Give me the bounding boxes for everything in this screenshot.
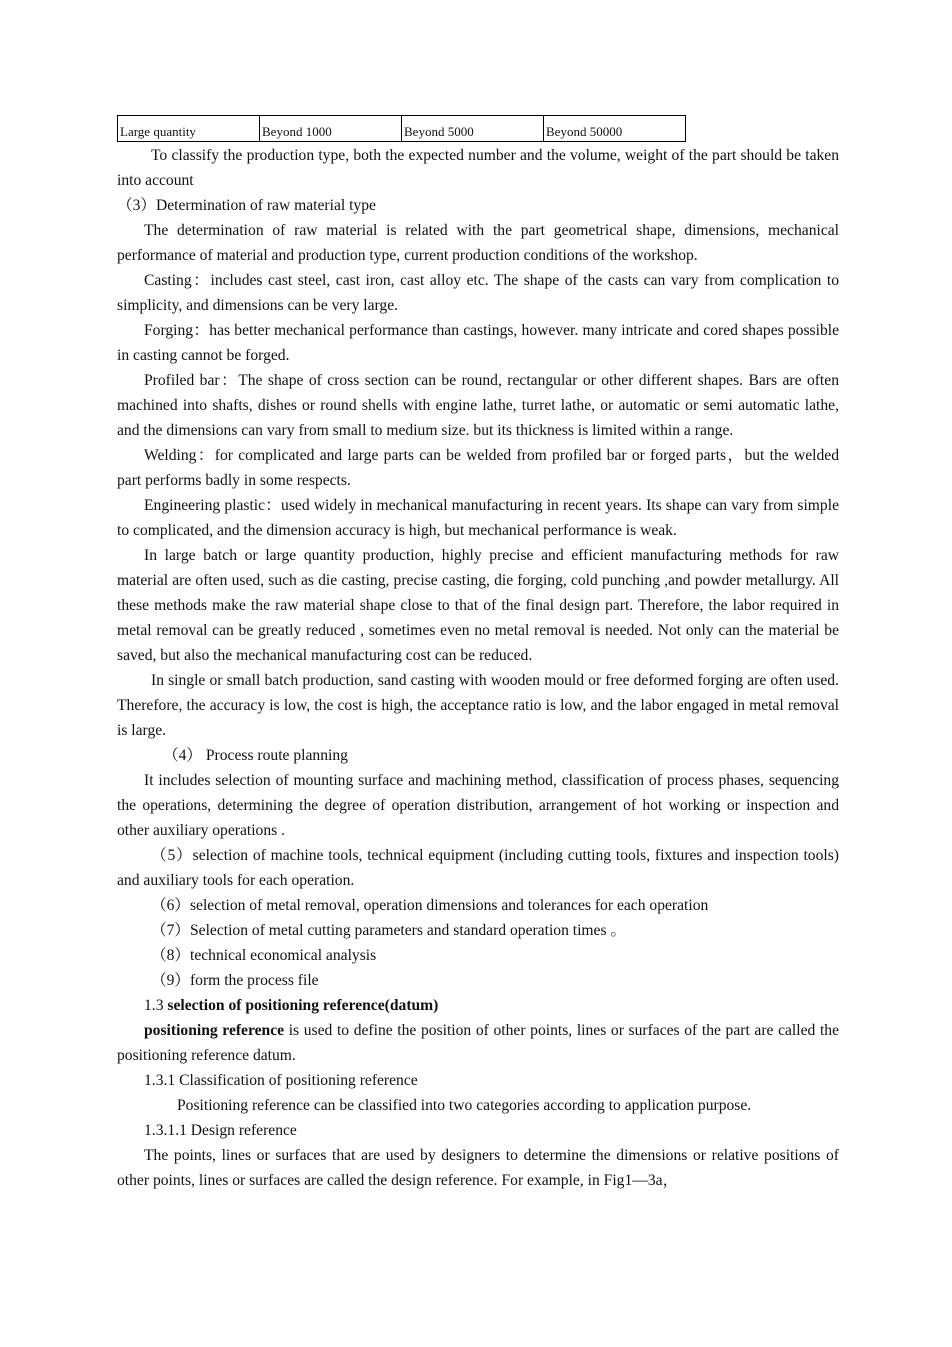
section-title: selection of positioning reference(datum) [167,997,439,1014]
table-cell: Beyond 5000 [402,116,544,142]
list-item: （6）selection of metal removal, operation dimensions and tolerances for each operation [151,897,709,914]
table-cell: Beyond 50000 [544,116,686,142]
paragraph: The points, lines or surfaces that are used by designers to determine the dimensions or relative positions of other points, lines or surfaces are called the design reference. For example, in Fig1—3a， [117,1147,839,1189]
subsection-heading: 1.3.1 Classification of positioning reference [144,1072,418,1089]
section-heading: （4） Process route planning [163,747,348,764]
paragraph: （5）selection of machine tools, technical equipment (including cutting tools, fixtures and inspection tools) and auxiliary tools for each operation. [117,847,839,889]
paragraph: Casting：includes cast steel, cast iron, cast alloy etc. The shape of the casts can vary from complication to simplicity, and dimensions can be very large. [117,272,839,314]
body-text [117,143,839,1193]
subsection-heading: 1.3.1.1 Design reference [144,1122,297,1139]
list-item: （8）technical economical analysis [151,947,377,964]
paragraph: To classify the production type, both the expected number and the volume, weight of the part should be taken into account [117,147,839,189]
paragraph: Welding：for complicated and large parts can be welded from profiled bar or forged parts，but the welded part performs badly in some respects. [117,447,839,489]
paragraph-text: is used to define the position of other points, lines or surfaces of the part are called the positioning reference datum. [117,1022,839,1064]
paragraph: Engineering plastic：used widely in mechanical manufacturing in recent years. Its shape can vary from simple to complicated, and the dimension accuracy is high, but mechanical performance is weak. [117,497,839,539]
production-quantity-table [117,115,686,142]
paragraph: It includes selection of mounting surface and machining method, classification of process phases, sequencing the operations, determining the degree of operation distribution, arrangement of hot working or inspection and other auxiliary operations . [117,772,839,839]
table-cell: Large quantity [118,116,260,142]
paragraph [117,1018,839,1068]
section-number: 1.3 [144,997,168,1014]
term-bold: positioning reference [144,1022,285,1039]
table-row [118,116,686,142]
section-heading [117,993,839,1018]
paragraph: In large batch or large quantity production, highly precise and efficient manufacturing methods for raw material are often used, such as die casting, precise casting, die forging, cold punching ,and powder metallurgy. All these methods make the raw material shape close to that of the final design part. Therefore, the labor required in metal removal can be greatly reduced , sometimes even no metal removal is needed. Not only can the material be saved, but also the mechanical manufacturing cost can be reduced. [117,547,839,664]
paragraph: Forging：has better mechanical performance than castings, however. many intricate and cored shapes possible in casting cannot be forged. [117,322,839,364]
section-heading: （3）Determination of raw material type [117,197,376,214]
paragraph: In single or small batch production, sand casting with wooden mould or free deformed forging are often used. Therefore, the accuracy is low, the cost is high, the acceptance ratio is low, and the labor engaged in metal removal is large. [117,672,839,739]
paragraph: Positioning reference can be classified into two categories according to application purpose. [177,1097,752,1114]
paragraph: Profiled bar：The shape of cross section can be round, rectangular or other different shapes. Bars are often machined into shafts, dishes or round shells with engine lathe, turret lathe, or automatic or semi automatic lathe, and the dimensions can vary from small to medium size. but its thickness is limited within a range. [117,372,839,439]
list-item: （7）Selection of metal cutting parameters and standard operation times 。 [151,922,627,939]
list-item: （9）form the process file [151,972,319,989]
table-cell: Beyond 1000 [260,116,402,142]
paragraph: The determination of raw material is related with the part geometrical shape, dimensions, mechanical performance of material and production type, current production conditions of the workshop. [117,222,839,264]
